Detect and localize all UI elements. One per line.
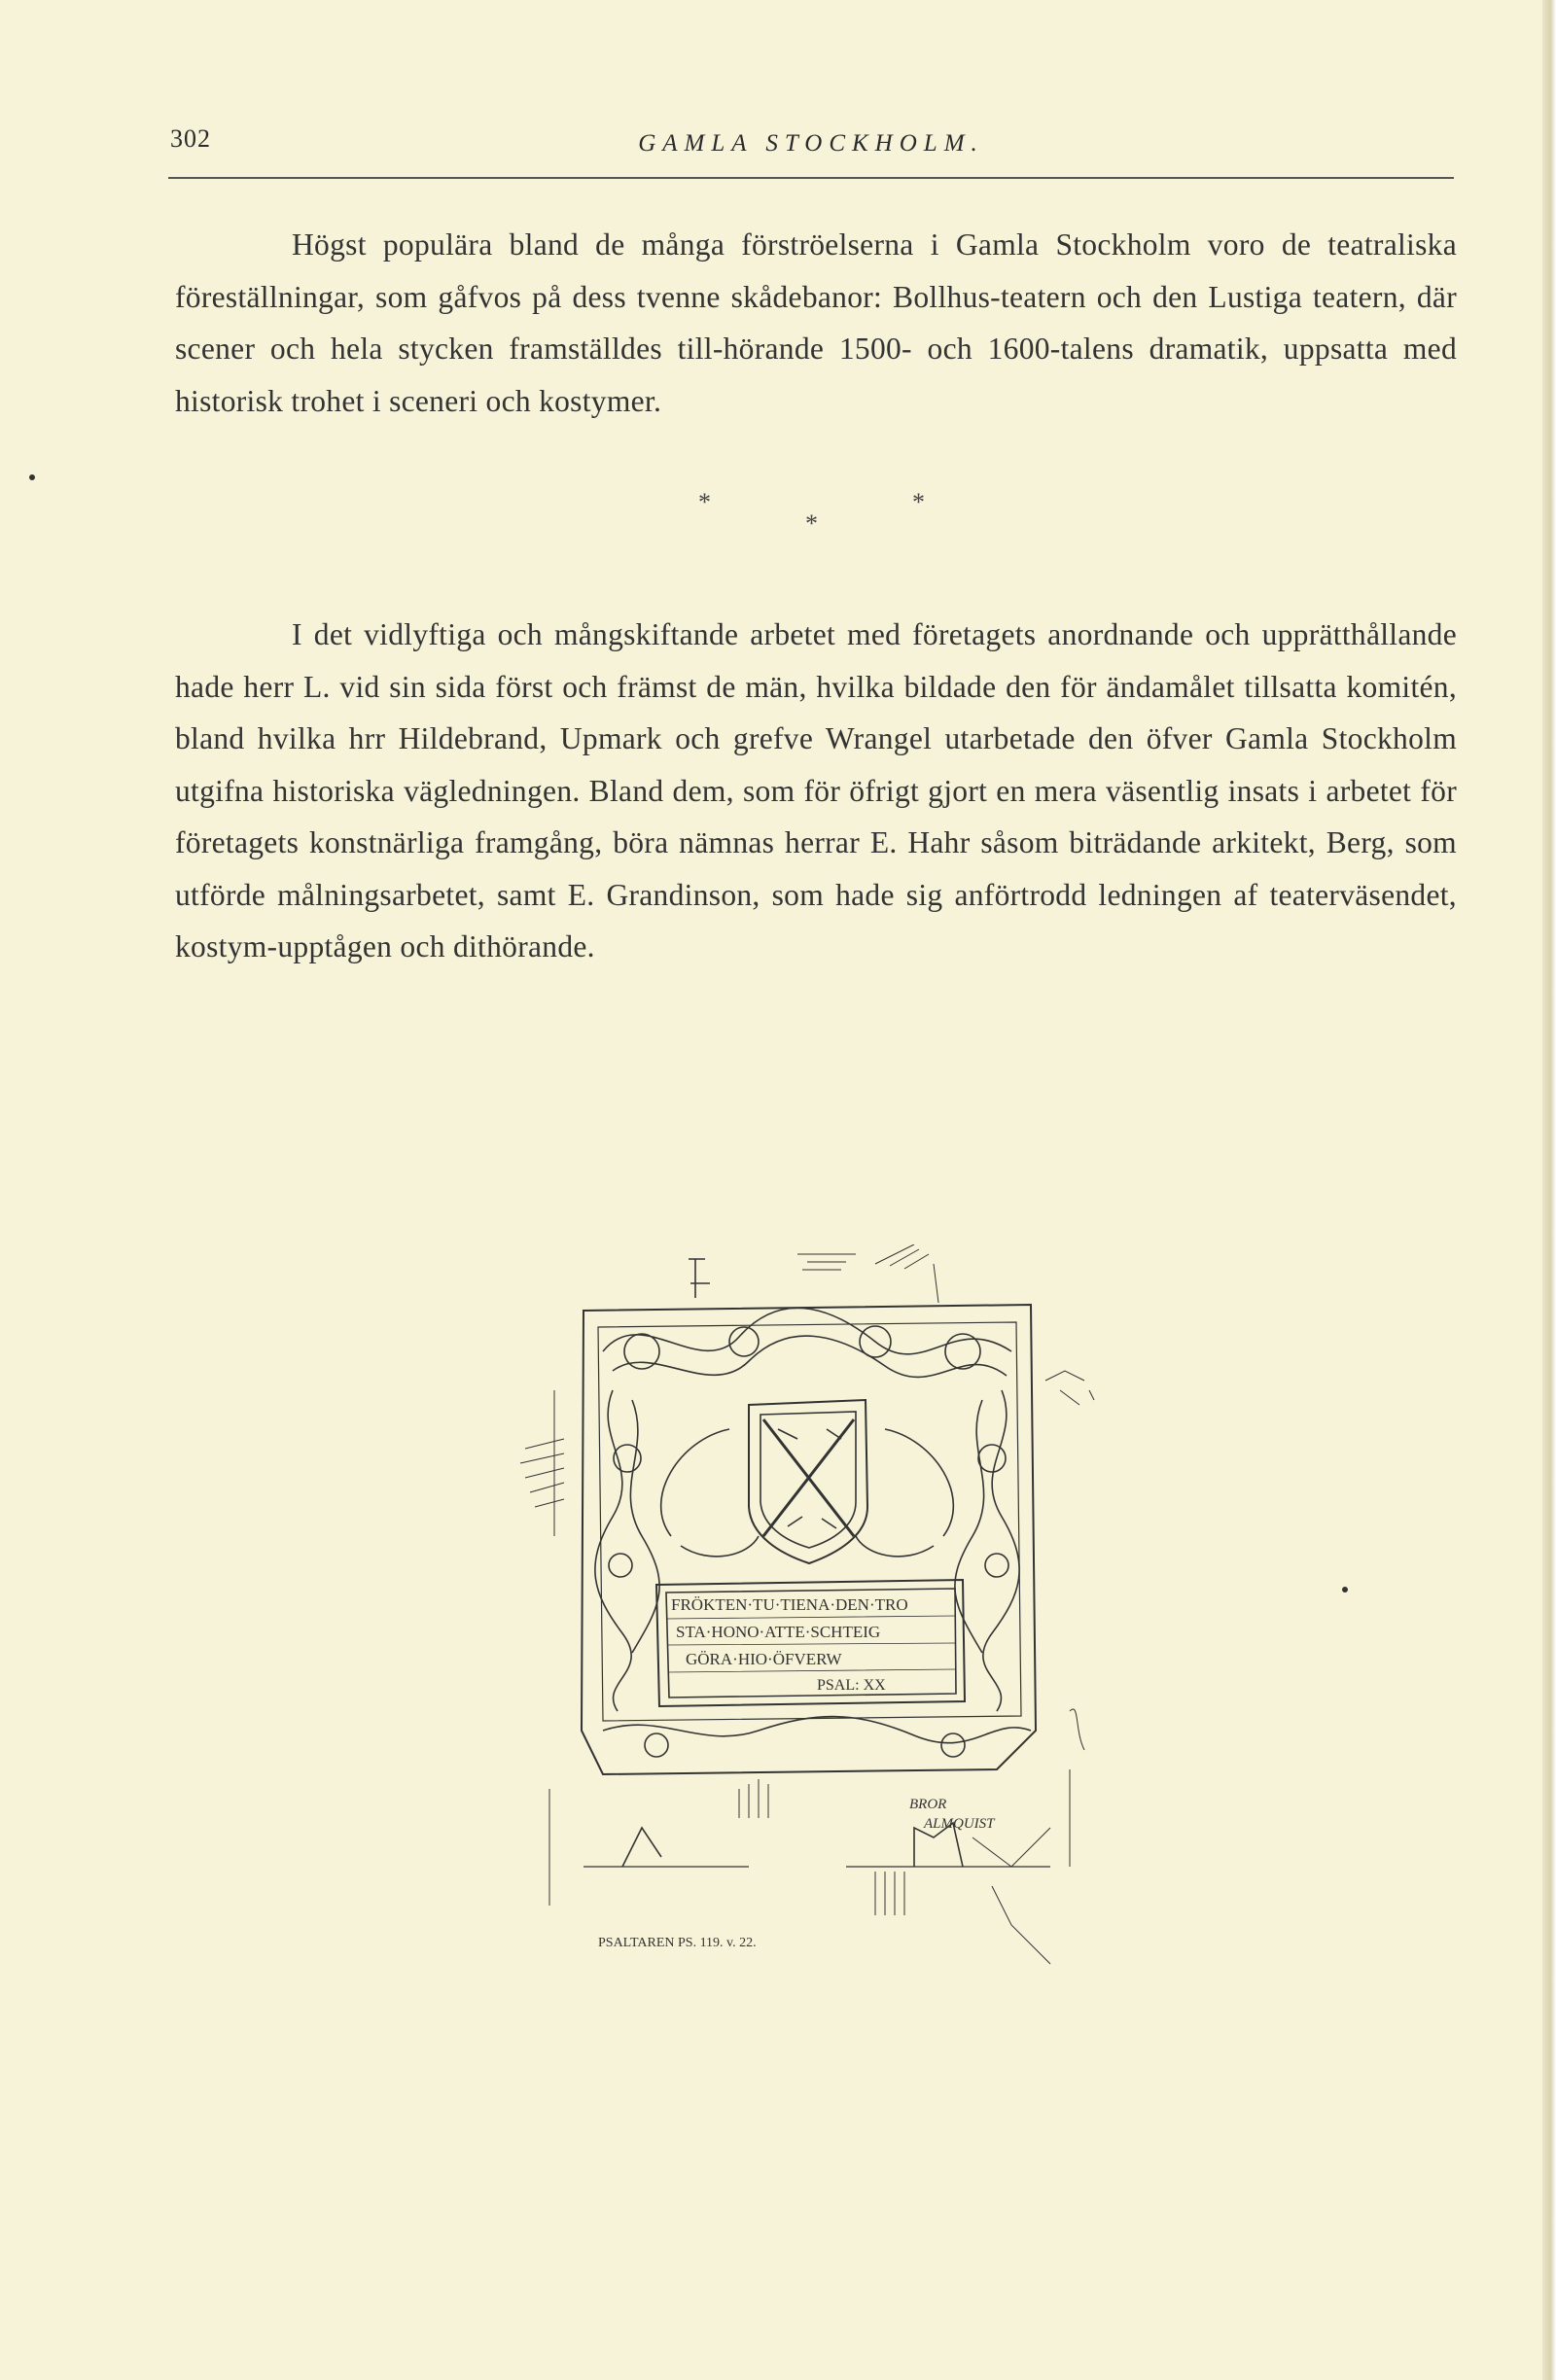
inscription-line-3: GÖRA·HIO·ÖFVERW (686, 1650, 842, 1668)
inscription-line-1: FRÖKTEN·TU·TIENA·DEN·TRO (671, 1595, 908, 1614)
paragraph-2 (175, 609, 1457, 973)
inscription-line-4: PSAL: XX (817, 1677, 886, 1694)
paragraph-2-text: I det vidlyftiga och mångskiftande arbetet med företagets anordnande och upprätthållande hade herr L. vid sin sida först och främst de män, hvilka bildade den för ändamålet tillsatta komitén, bland hvilka hrr Hildebrand, Upmark och grefve Wrangel utarbetade den öfver Gamla Stockholm utgifna historiska vägledningen. Bland dem, som för öfrigt gjort en mera väsentlig insats i arbetet för företagets konstnärliga framgång, böra nämnas herrar E. Hahr såsom biträdande arkitekt, Berg, som utförde målningsarbetet, samt E. Grandinson, som hade sig anförtrodd ledningen af teaterväsendet, kostym-upptågen och dithörande. (175, 617, 1457, 963)
paragraph-1 (175, 219, 1457, 427)
paragraph-1-text: Högst populära bland de många förströelserna i Gamla Stockholm voro de teatraliska föreställningar, som gåfvos på dess tvenne skådebanor: Bollhus-teatern och den Lustiga teatern, där scener och hela stycken framställdes till-hörande 1500- och 1600-talens dramatik, uppsatta med historisk trohet i sceneri och kostymer. (175, 228, 1457, 418)
stray-dot (1342, 1587, 1348, 1592)
asterism (681, 488, 934, 546)
artist-signature-last: ALMQUIST (924, 1816, 995, 1832)
running-title: GAMLA STOCKHOLM. (638, 130, 984, 157)
asterism-star-1: * (698, 488, 711, 516)
page-edge (1542, 0, 1556, 2380)
running-head (168, 124, 1454, 173)
carved-plaque-illustration (506, 1244, 1138, 2003)
inscription-line-2: STA·HONO·ATTE·SCHTEIG (676, 1623, 881, 1641)
header-rule (168, 177, 1454, 179)
illustration-caption: PSALTAREN PS. 119. v. 22. (598, 1936, 757, 1950)
stray-dot (29, 474, 35, 480)
asterism-star-3: * (912, 488, 925, 516)
artist-signature-first: BROR (909, 1797, 947, 1812)
asterism-star-2: * (805, 509, 818, 538)
page-number: 302 (170, 124, 211, 153)
